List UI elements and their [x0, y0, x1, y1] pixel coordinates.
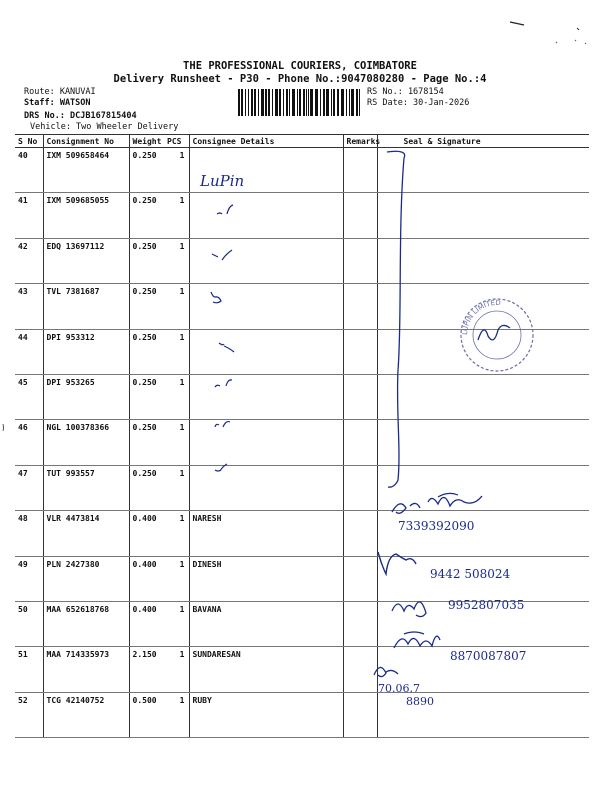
row-weight: 0.250 [129, 148, 167, 193]
row-sno: 49 [15, 556, 43, 601]
company-title: THE PROFESSIONAL COURIERS, COIMBATORE [183, 60, 417, 72]
col-header-remarks: Remarks [343, 135, 377, 148]
barcode-bar [297, 89, 298, 116]
barcode-bar [245, 89, 246, 116]
row-consignee: RUBY [189, 692, 343, 737]
row-weight: 0.250 [129, 193, 167, 238]
table-body [15, 148, 589, 738]
row-weight: 0.250 [129, 238, 167, 283]
col-header-pcs: PCS [167, 135, 189, 148]
row-consignee [189, 148, 343, 193]
row-sno: 41 [15, 193, 43, 238]
row-sno: 40 [15, 148, 43, 193]
drs-number: DRS No.: DCJB167815404 [24, 111, 137, 121]
barcode-bar [289, 89, 290, 116]
table-row [15, 420, 589, 465]
row-sno: 52 [15, 692, 43, 737]
scan-mark [3, 424, 4, 431]
barcode-bar [292, 89, 295, 116]
row-weight: 0.250 [129, 465, 167, 510]
table-row [15, 511, 589, 556]
row-sno: 51 [15, 647, 43, 692]
barcode-bar [351, 89, 354, 116]
row-weight: 0.500 [129, 692, 167, 737]
handwritten-note: LuPin [200, 172, 245, 190]
runsheet-table [15, 134, 589, 738]
row-consignee [189, 374, 343, 419]
barcode-image [238, 89, 364, 116]
row-consignment-no: TVL 7381687 [43, 284, 129, 329]
col-header-weight: Weight [129, 135, 167, 148]
row-consignee [189, 284, 343, 329]
row-sno: 43 [15, 284, 43, 329]
row-remarks [343, 601, 377, 646]
row-pcs: 1 [167, 511, 189, 556]
row-pcs: 1 [167, 284, 189, 329]
barcode-bar [315, 89, 318, 116]
row-weight: 2.150 [129, 647, 167, 692]
row-seal-signature [377, 556, 589, 601]
barcode-bar [359, 89, 360, 116]
barcode-bar [258, 89, 259, 116]
table-row [15, 647, 589, 692]
table-row [15, 148, 589, 193]
row-seal-signature [377, 374, 589, 419]
handwritten-phone: 8870087807 [450, 649, 527, 663]
table-row [15, 329, 589, 374]
col-header-sno: S No [15, 135, 43, 148]
row-remarks [343, 692, 377, 737]
row-remarks [343, 238, 377, 283]
handwritten-phone: 8890 [406, 695, 434, 708]
row-consignment-no: DPI 953312 [43, 329, 129, 374]
row-weight: 0.250 [129, 374, 167, 419]
row-sno: 47 [15, 465, 43, 510]
table-row [15, 692, 589, 737]
row-seal-signature [377, 692, 589, 737]
handwritten-phone: 9442 508024 [430, 567, 511, 581]
row-consignee: DINESH [189, 556, 343, 601]
row-weight: 0.250 [129, 284, 167, 329]
row-remarks [343, 374, 377, 419]
row-pcs: 1 [167, 465, 189, 510]
barcode-bar [241, 89, 243, 116]
row-seal-signature [377, 420, 589, 465]
handwritten-phone: 70.06.7 [378, 682, 420, 695]
row-weight: 0.250 [129, 329, 167, 374]
row-sno: 48 [15, 511, 43, 556]
barcode-bar [265, 89, 267, 116]
barcode-bar [346, 89, 347, 116]
barcode-bar [248, 89, 249, 116]
row-remarks [343, 647, 377, 692]
barcode-bar [323, 89, 325, 116]
col-header-consignee: Consignee Details [189, 135, 343, 148]
row-seal-signature [377, 601, 589, 646]
barcode-bar [272, 89, 273, 116]
row-consignment-no: NGL 100378366 [43, 420, 129, 465]
table-row [15, 374, 589, 419]
row-seal-signature [377, 284, 589, 329]
scan-dot [556, 40, 586, 44]
barcode-bar [331, 89, 332, 116]
row-consignee [189, 193, 343, 238]
row-sno: 50 [15, 601, 43, 646]
row-pcs: 1 [167, 148, 189, 193]
row-consignee: BAVANA [189, 601, 343, 646]
row-sno: 45 [15, 374, 43, 419]
row-pcs: 1 [167, 374, 189, 419]
barcode-bar [303, 89, 305, 116]
table-row [15, 465, 589, 510]
table-row [15, 284, 589, 329]
row-consignment-no: MAA 652618768 [43, 601, 129, 646]
row-consignment-no: VLR 4473814 [43, 511, 129, 556]
row-consignment-no: IXM 509685055 [43, 193, 129, 238]
row-sno: 42 [15, 238, 43, 283]
barcode-bar [251, 89, 253, 116]
row-seal-signature [377, 329, 589, 374]
barcode-bar [306, 89, 307, 116]
row-pcs: 1 [167, 193, 189, 238]
table-row [15, 556, 589, 601]
scan-mark [510, 22, 524, 25]
row-seal-signature [377, 647, 589, 692]
row-seal-signature [377, 193, 589, 238]
row-consignee: NARESH [189, 511, 343, 556]
row-remarks [343, 420, 377, 465]
row-consignee [189, 420, 343, 465]
row-pcs: 1 [167, 692, 189, 737]
row-consignment-no: TCG 42140752 [43, 692, 129, 737]
scan-dot [577, 28, 579, 30]
handwritten-phone: 9952807035 [448, 598, 525, 612]
barcode-bar [333, 89, 335, 116]
staff-label: Staff: WATSON [24, 98, 91, 108]
row-pcs: 1 [167, 647, 189, 692]
row-pcs: 1 [167, 556, 189, 601]
row-weight: 0.250 [129, 420, 167, 465]
row-remarks [343, 511, 377, 556]
table-row [15, 601, 589, 646]
table-header-row [15, 135, 589, 148]
row-consignment-no: TUT 993557 [43, 465, 129, 510]
barcode-bar [261, 89, 264, 116]
row-seal-signature [377, 238, 589, 283]
barcode-bar [326, 89, 329, 116]
row-seal-signature [377, 148, 589, 193]
barcode-bar [279, 89, 281, 116]
row-remarks [343, 284, 377, 329]
row-consignee [189, 238, 343, 283]
row-weight: 0.400 [129, 511, 167, 556]
barcode-bar [268, 89, 270, 116]
row-pcs: 1 [167, 420, 189, 465]
row-seal-signature [377, 465, 589, 510]
col-header-consignment: Consignment No [43, 135, 129, 148]
barcode-bar [275, 89, 278, 116]
row-consignee: SUNDARESAN [189, 647, 343, 692]
handwritten-phone: 7339392090 [398, 519, 475, 533]
row-consignment-no: MAA 714335973 [43, 647, 129, 692]
row-remarks [343, 465, 377, 510]
row-remarks [343, 329, 377, 374]
runsheet-subtitle: Delivery Runsheet - P30 - Phone No.:9047080280 - Page No.:4 [113, 73, 487, 85]
rs-date: RS Date: 30-Jan-2026 [367, 98, 470, 108]
table-row [15, 193, 589, 238]
row-weight: 0.400 [129, 556, 167, 601]
row-weight: 0.400 [129, 601, 167, 646]
row-seal-signature [377, 511, 589, 556]
barcode-bar [337, 89, 339, 116]
barcode-bar [299, 89, 301, 116]
barcode-bar [349, 89, 350, 116]
barcode-bar [238, 89, 240, 116]
table-row [15, 238, 589, 283]
row-pcs: 1 [167, 329, 189, 374]
barcode-bar [320, 89, 321, 116]
barcode-bar [310, 89, 313, 116]
row-remarks [343, 148, 377, 193]
route-label: Route: KANUVAI [24, 87, 96, 97]
col-header-seal: Seal & Signature [377, 135, 589, 148]
rs-number: RS No.: 1678154 [367, 87, 444, 97]
barcode-bar [283, 89, 284, 116]
row-remarks [343, 556, 377, 601]
row-sno: 44 [15, 329, 43, 374]
barcode-bar [286, 89, 288, 116]
row-remarks [343, 193, 377, 238]
vehicle-label: Vehicle: Two Wheeler Delivery [30, 122, 179, 132]
barcode-bar [308, 89, 309, 116]
row-consignee [189, 465, 343, 510]
row-consignment-no: EDQ 13697112 [43, 238, 129, 283]
row-consignee [189, 329, 343, 374]
row-sno: 46 [15, 420, 43, 465]
row-consignment-no: IXM 509658464 [43, 148, 129, 193]
row-consignment-no: DPI 953265 [43, 374, 129, 419]
barcode-bar [341, 89, 344, 116]
barcode-bar [254, 89, 256, 116]
row-pcs: 1 [167, 601, 189, 646]
barcode-bar [356, 89, 358, 116]
row-pcs: 1 [167, 238, 189, 283]
stamp-text: LUPIN LIMITED [460, 298, 501, 336]
row-consignment-no: PLN 2427380 [43, 556, 129, 601]
